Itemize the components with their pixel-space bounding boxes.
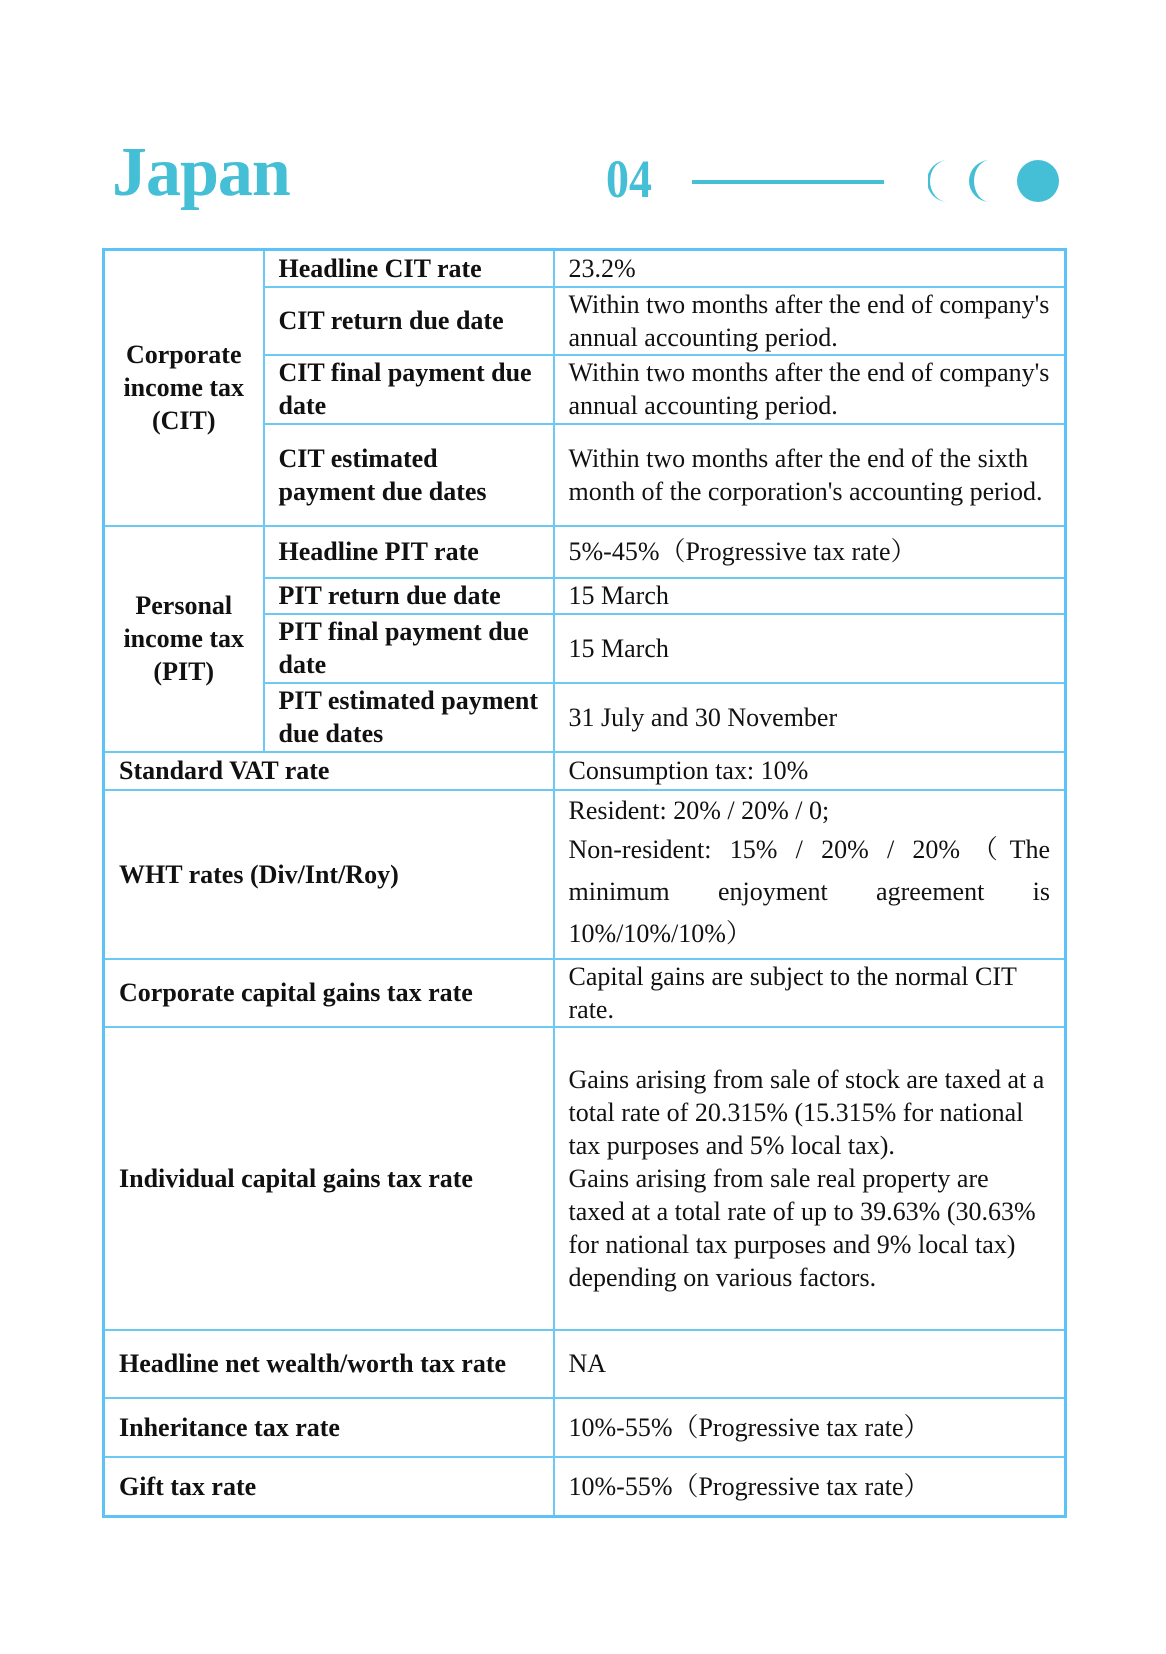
row-label: PIT final payment due date bbox=[264, 614, 554, 683]
crescent-moon-icon bbox=[969, 160, 990, 202]
row-value: 15 March bbox=[554, 614, 1066, 683]
wht-resident: Resident: 20% / 20% / 0; bbox=[568, 796, 830, 825]
row-value: 10%-55%（Progressive tax rate） bbox=[554, 1398, 1066, 1457]
row-label: Inheritance tax rate bbox=[104, 1398, 554, 1457]
group-label-cit: Corporate income tax (CIT) bbox=[104, 250, 264, 526]
row-value: NA bbox=[554, 1330, 1066, 1398]
row-label: Corporate capital gains tax rate bbox=[104, 959, 554, 1027]
page-number: 04 bbox=[606, 149, 652, 209]
cg-property: Gains arising from sale real property are taxed at a total rate of up to 39.63% (30.63% for national tax purposes and 9% local tax) depending on various factors. bbox=[568, 1163, 1036, 1292]
row-label: CIT final payment due date bbox=[264, 355, 554, 424]
row-label: CIT return due date bbox=[264, 287, 554, 355]
crescent-moon-icon bbox=[928, 160, 948, 202]
table-row bbox=[104, 752, 1066, 790]
table-row bbox=[104, 1027, 1066, 1330]
row-label: PIT estimated payment due dates bbox=[264, 683, 554, 752]
row-value: 23.2% bbox=[554, 250, 1066, 287]
row-value: Within two months after the end of company's annual accounting period. bbox=[554, 355, 1066, 424]
cg-stock: Gains arising from sale of stock are taxed at a total rate of 20.315% (15.315% for national tax purposes and 5% local tax). bbox=[568, 1064, 1045, 1160]
table-row bbox=[104, 790, 1066, 959]
row-value: Consumption tax: 10% bbox=[554, 752, 1066, 790]
row-value bbox=[554, 1027, 1066, 1330]
table-row bbox=[104, 1398, 1066, 1457]
row-label: Headline PIT rate bbox=[264, 526, 554, 578]
group-label-pit: Personal income tax (PIT) bbox=[104, 526, 264, 752]
table-row bbox=[104, 250, 1066, 287]
row-label: WHT rates (Div/Int/Roy) bbox=[104, 790, 554, 959]
tax-summary-table bbox=[102, 248, 1067, 1518]
header-divider-line bbox=[692, 180, 884, 184]
row-label: Individual capital gains tax rate bbox=[104, 1027, 554, 1330]
table-row bbox=[104, 1330, 1066, 1398]
row-label: Headline net wealth/worth tax rate bbox=[104, 1330, 554, 1398]
full-moon-icon bbox=[1017, 160, 1059, 202]
row-label: CIT estimated payment due dates bbox=[264, 424, 554, 526]
wht-non-resident: Non-resident: 15% / 20% / 20%（The minimum enjoyment agreement is 10%/10%/10%） bbox=[568, 835, 1050, 948]
row-value bbox=[554, 790, 1066, 959]
row-value: 10%-55%（Progressive tax rate） bbox=[554, 1457, 1066, 1517]
row-value: Within two months after the end of company's annual accounting period. bbox=[554, 287, 1066, 355]
row-label: Headline CIT rate bbox=[264, 250, 554, 287]
row-label: Gift tax rate bbox=[104, 1457, 554, 1517]
three-moon-phases-icon bbox=[928, 160, 1060, 202]
row-value: 5%-45%（Progressive tax rate） bbox=[554, 526, 1066, 578]
table-row bbox=[104, 1457, 1066, 1517]
page-title: Japan bbox=[112, 134, 290, 211]
table-row bbox=[104, 959, 1066, 1027]
table-row bbox=[104, 526, 1066, 578]
row-value: Capital gains are subject to the normal CIT rate. bbox=[554, 959, 1066, 1027]
row-value: Within two months after the end of the sixth month of the corporation's accounting period. bbox=[554, 424, 1066, 526]
row-value: 31 July and 30 November bbox=[554, 683, 1066, 752]
row-value: 15 March bbox=[554, 578, 1066, 614]
row-label: Standard VAT rate bbox=[104, 752, 554, 790]
row-label: PIT return due date bbox=[264, 578, 554, 614]
